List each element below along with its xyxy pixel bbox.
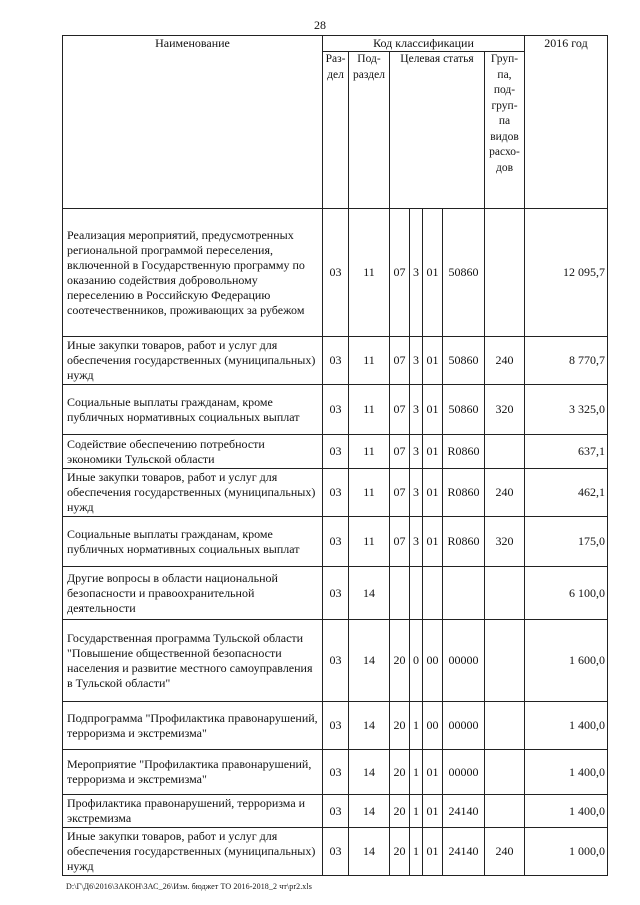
cell-target-event: 00	[423, 620, 443, 702]
row-name: Профилактика правонарушений, терроризма и экстремизма	[63, 795, 323, 828]
cell-podrazdel: 14	[349, 750, 390, 795]
row-name: Государственная программа Тульской области "Повышение общественной безопасности населения и развитие местного самоуправления в Тульской области"	[63, 620, 323, 702]
cell-amount: 1 400,0	[525, 750, 608, 795]
cell-target-program: 20	[390, 620, 410, 702]
cell-amount: 637,1	[525, 435, 608, 469]
cell-target-event: 01	[423, 828, 443, 876]
footer-path: D:\Г\Д6\2016\ЗАКОН\ЗАС_26\Изм. бюджет ТО 2016-2018_2 чт\pr2.xls	[66, 882, 312, 891]
row-name: Другие вопросы в области национальной безопасности и правоохранительной деятельности	[63, 567, 323, 620]
cell-target-program: 20	[390, 795, 410, 828]
table-row	[63, 469, 608, 517]
table-body	[63, 209, 608, 876]
cell-target-direction: 50860	[443, 385, 485, 435]
cell-podrazdel: 11	[349, 209, 390, 337]
row-name: Иные закупки товаров, работ и услуг для обеспечения государственных (муниципальных) нужд	[63, 828, 323, 876]
cell-amount: 1 400,0	[525, 702, 608, 750]
table-row	[63, 385, 608, 435]
cell-razdel: 03	[323, 385, 349, 435]
cell-target-program	[390, 567, 410, 620]
cell-expense-type: 240	[485, 828, 525, 876]
cell-target-event: 01	[423, 517, 443, 567]
cell-razdel: 03	[323, 469, 349, 517]
row-name: Содействие обеспечению потребности экономики Тульской области	[63, 435, 323, 469]
cell-razdel: 03	[323, 337, 349, 385]
cell-target-subprogram: 1	[410, 702, 423, 750]
budget-table	[62, 35, 608, 876]
table-row	[63, 828, 608, 876]
row-name: Иные закупки товаров, работ и услуг для обеспечения государственных (муниципальных) нужд	[63, 337, 323, 385]
cell-expense-type	[485, 750, 525, 795]
cell-expense-type	[485, 702, 525, 750]
row-name: Социальные выплаты гражданам, кроме публичных нормативных социальных выплат	[63, 517, 323, 567]
cell-razdel: 03	[323, 750, 349, 795]
cell-target-direction: R0860	[443, 469, 485, 517]
cell-target-program: 07	[390, 469, 410, 517]
cell-target-direction: R0860	[443, 435, 485, 469]
cell-amount: 12 095,7	[525, 209, 608, 337]
cell-target-direction: 24140	[443, 828, 485, 876]
row-name: Подпрограмма "Профилактика правонарушений, терроризма и экстремизма"	[63, 702, 323, 750]
cell-razdel: 03	[323, 567, 349, 620]
cell-target-event: 01	[423, 209, 443, 337]
cell-amount: 1 600,0	[525, 620, 608, 702]
cell-target-direction: 50860	[443, 209, 485, 337]
cell-expense-type: 320	[485, 385, 525, 435]
cell-target-subprogram: 1	[410, 795, 423, 828]
header-group: Груп- па, под- груп- па видов расхо- дов	[485, 52, 525, 209]
cell-amount: 1 400,0	[525, 795, 608, 828]
cell-target-subprogram: 0	[410, 620, 423, 702]
table-row	[63, 567, 608, 620]
cell-razdel: 03	[323, 828, 349, 876]
cell-razdel: 03	[323, 795, 349, 828]
row-name: Социальные выплаты гражданам, кроме публичных нормативных социальных выплат	[63, 385, 323, 435]
cell-podrazdel: 11	[349, 385, 390, 435]
cell-podrazdel: 14	[349, 620, 390, 702]
header-podrazdel: Под- раздел	[349, 52, 390, 209]
cell-expense-type	[485, 435, 525, 469]
table-row	[63, 209, 608, 337]
table-row	[63, 702, 608, 750]
cell-podrazdel: 11	[349, 517, 390, 567]
cell-target-subprogram: 3	[410, 385, 423, 435]
page-number: 28	[314, 18, 326, 32]
header-razdel: Раз- дел	[323, 52, 349, 209]
header-year: 2016 год	[525, 36, 608, 209]
cell-expense-type	[485, 567, 525, 620]
cell-expense-type: 240	[485, 337, 525, 385]
cell-target-subprogram	[410, 567, 423, 620]
cell-target-event: 01	[423, 750, 443, 795]
cell-podrazdel: 11	[349, 435, 390, 469]
cell-target-direction	[443, 567, 485, 620]
cell-target-direction: 00000	[443, 750, 485, 795]
cell-target-direction: R0860	[443, 517, 485, 567]
cell-podrazdel: 14	[349, 567, 390, 620]
cell-target-event: 01	[423, 385, 443, 435]
table-row	[63, 435, 608, 469]
cell-target-event: 01	[423, 435, 443, 469]
cell-target-program: 07	[390, 337, 410, 385]
cell-target-direction: 00000	[443, 620, 485, 702]
cell-target-program: 07	[390, 385, 410, 435]
cell-target-subprogram: 1	[410, 750, 423, 795]
cell-target-event	[423, 567, 443, 620]
cell-target-program: 07	[390, 517, 410, 567]
cell-target-direction: 50860	[443, 337, 485, 385]
cell-amount: 1 000,0	[525, 828, 608, 876]
cell-target-event: 01	[423, 469, 443, 517]
cell-razdel: 03	[323, 620, 349, 702]
header-code: Код классификации	[323, 36, 525, 52]
cell-expense-type	[485, 620, 525, 702]
cell-podrazdel: 14	[349, 702, 390, 750]
cell-target-program: 07	[390, 435, 410, 469]
table-row	[63, 517, 608, 567]
cell-amount: 175,0	[525, 517, 608, 567]
row-name: Реализация мероприятий, предусмотренных региональной программой переселения, включенной в Государственную программу по оказанию содействия добровольному переселению в Российскую Федерацию соотечественников, проживающих за рубежом	[63, 209, 323, 337]
table-row	[63, 795, 608, 828]
cell-podrazdel: 14	[349, 795, 390, 828]
cell-target-direction: 24140	[443, 795, 485, 828]
cell-target-subprogram: 3	[410, 209, 423, 337]
cell-amount: 3 325,0	[525, 385, 608, 435]
cell-target-subprogram: 3	[410, 337, 423, 385]
cell-target-program: 20	[390, 702, 410, 750]
row-name: Иные закупки товаров, работ и услуг для обеспечения государственных (муниципальных) нужд	[63, 469, 323, 517]
cell-razdel: 03	[323, 209, 349, 337]
header-name: Наименование	[63, 36, 323, 209]
cell-amount: 8 770,7	[525, 337, 608, 385]
cell-target-event: 01	[423, 795, 443, 828]
table-row	[63, 620, 608, 702]
cell-target-subprogram: 3	[410, 517, 423, 567]
cell-amount: 462,1	[525, 469, 608, 517]
cell-expense-type: 320	[485, 517, 525, 567]
cell-podrazdel: 11	[349, 337, 390, 385]
cell-target-direction: 00000	[443, 702, 485, 750]
cell-expense-type: 240	[485, 469, 525, 517]
table-row	[63, 337, 608, 385]
cell-target-event: 00	[423, 702, 443, 750]
cell-razdel: 03	[323, 517, 349, 567]
cell-podrazdel: 14	[349, 828, 390, 876]
cell-podrazdel: 11	[349, 469, 390, 517]
cell-target-program: 20	[390, 750, 410, 795]
cell-target-program: 20	[390, 828, 410, 876]
row-name: Мероприятие "Профилактика правонарушений, терроризма и экстремизма"	[63, 750, 323, 795]
cell-expense-type	[485, 209, 525, 337]
cell-target-program: 07	[390, 209, 410, 337]
table-row	[63, 750, 608, 795]
cell-razdel: 03	[323, 435, 349, 469]
cell-target-subprogram: 3	[410, 435, 423, 469]
cell-target-event: 01	[423, 337, 443, 385]
cell-target-subprogram: 1	[410, 828, 423, 876]
cell-razdel: 03	[323, 702, 349, 750]
cell-amount: 6 100,0	[525, 567, 608, 620]
cell-expense-type	[485, 795, 525, 828]
header-target: Целевая статья	[390, 52, 485, 209]
cell-target-subprogram: 3	[410, 469, 423, 517]
